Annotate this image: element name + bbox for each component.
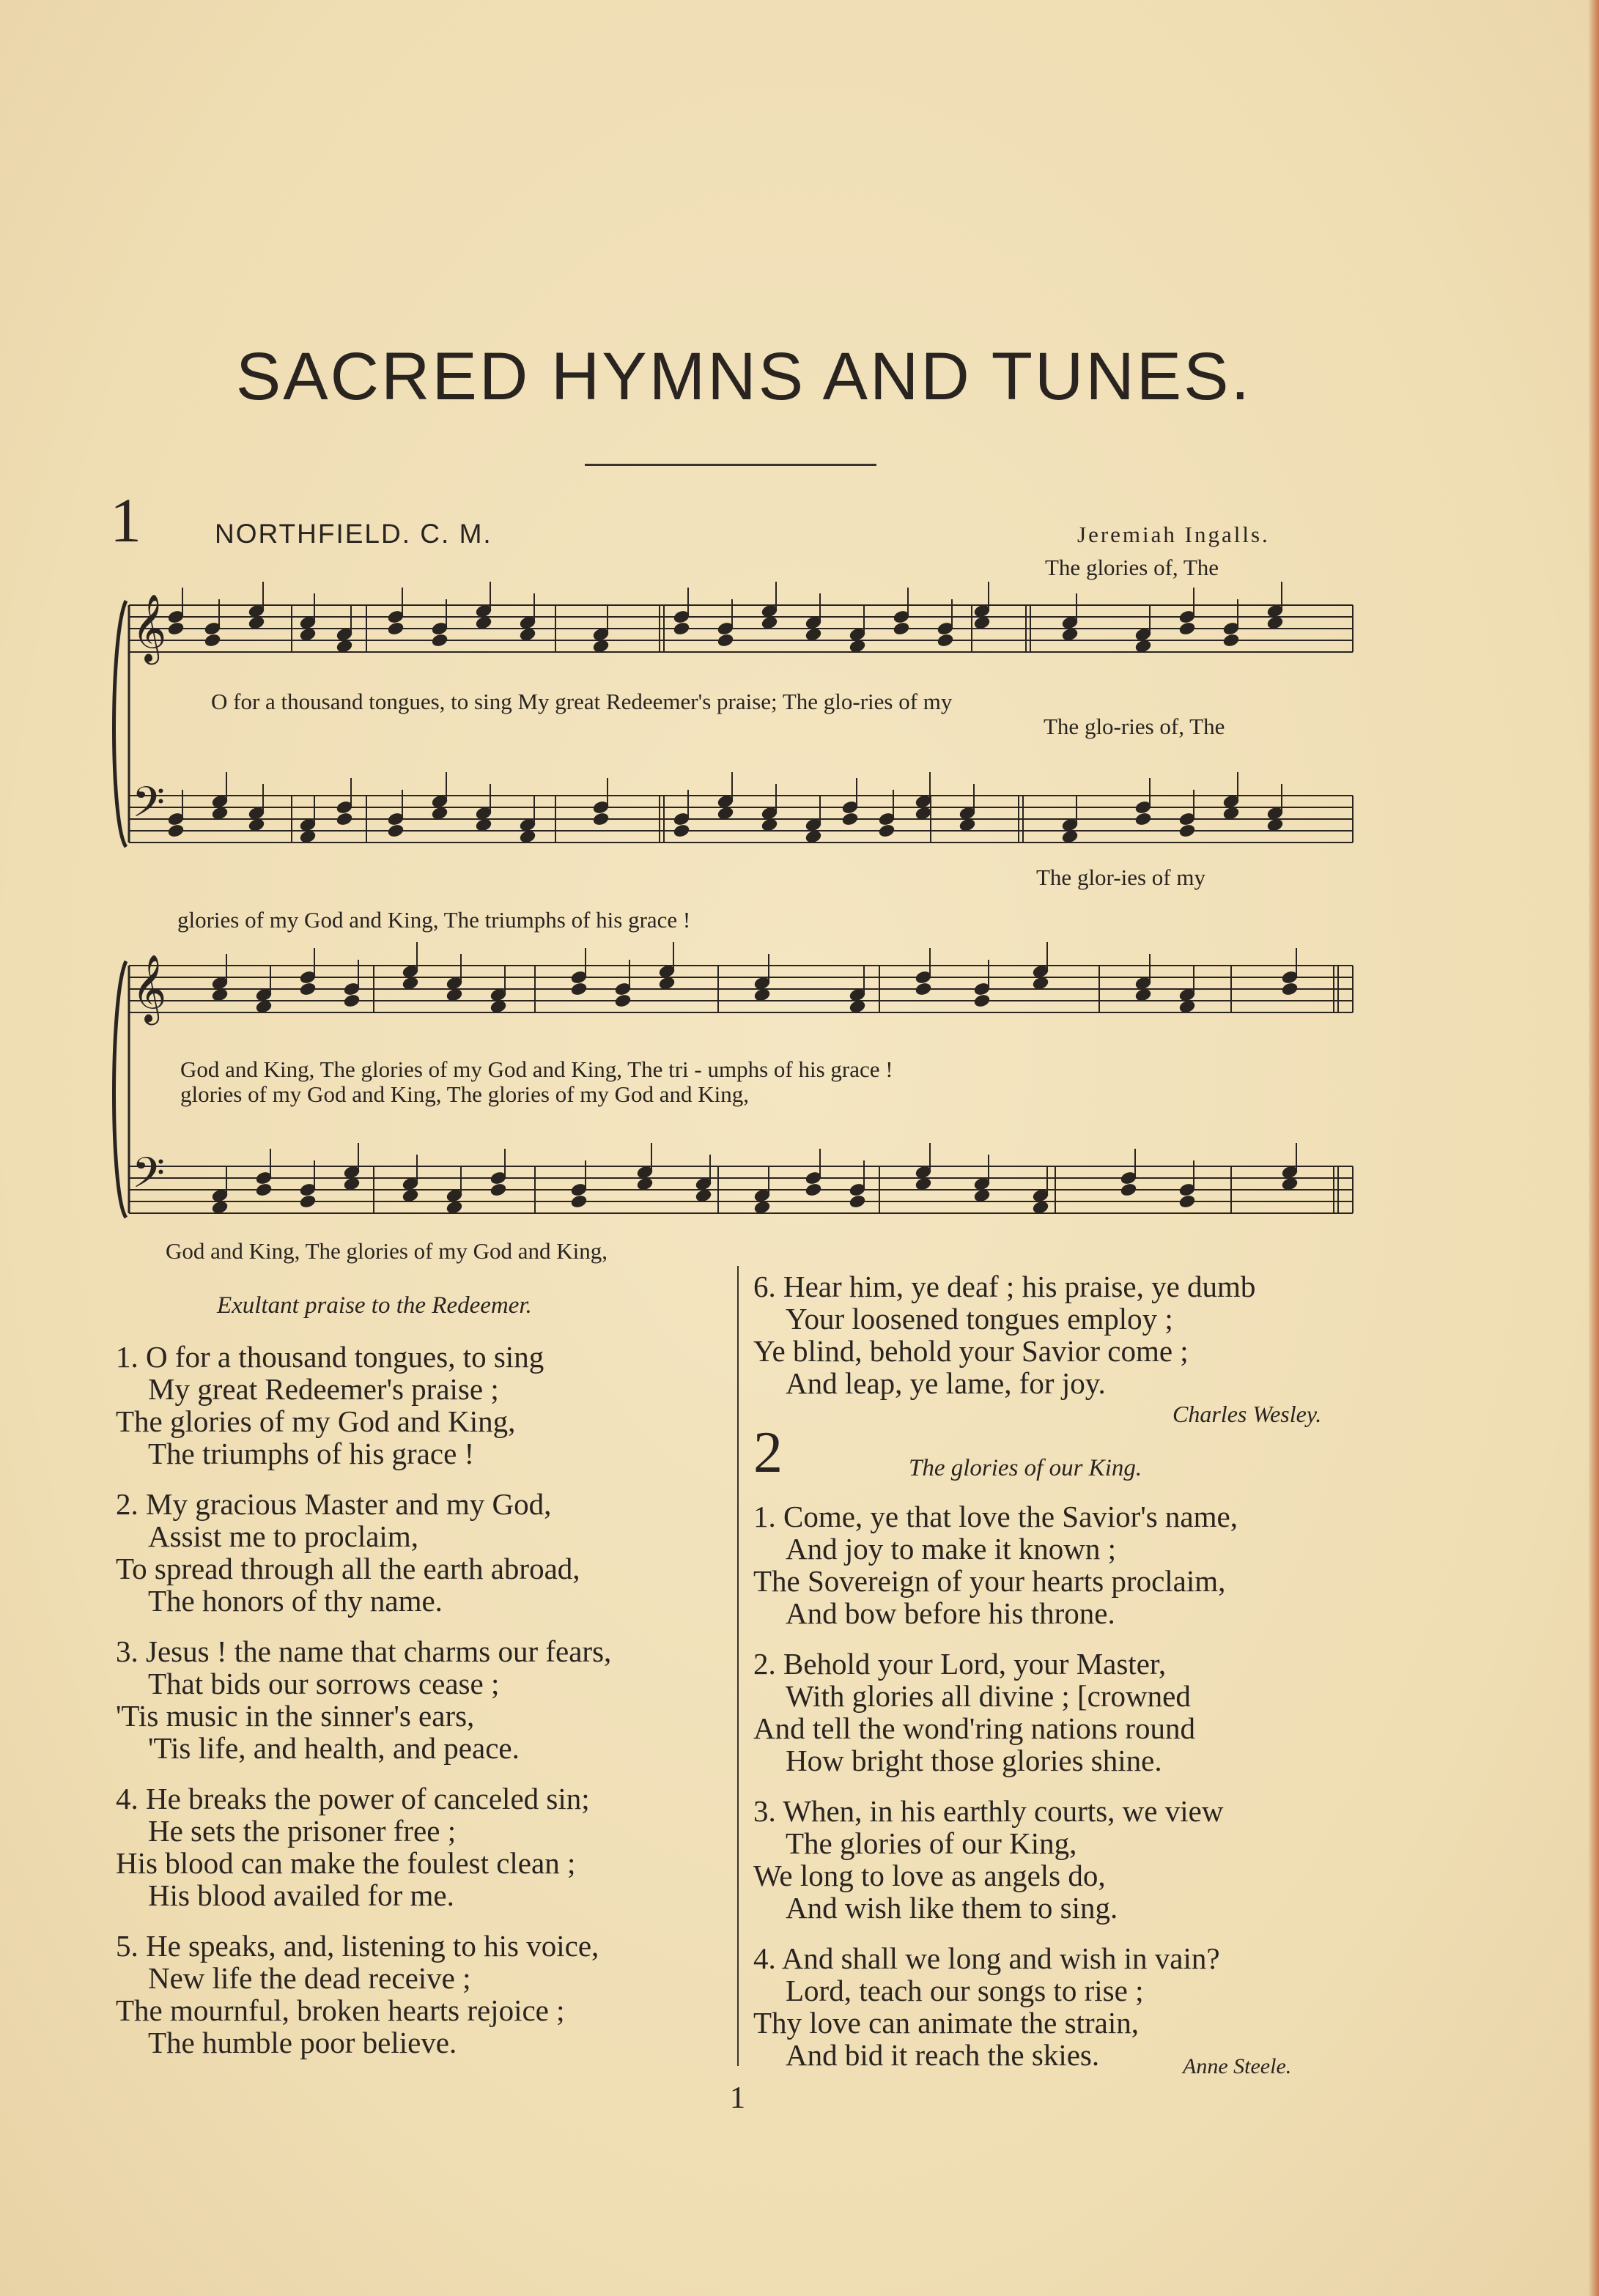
stanza xyxy=(753,1942,1238,2071)
stanza xyxy=(753,1648,1238,1777)
stanza xyxy=(116,1341,611,1470)
stanza-line: To spread through all the earth abroad, xyxy=(116,1552,580,1585)
page-title: SACRED HYMNS AND TUNES. xyxy=(235,339,1252,414)
hymn2-subtitle: The glories of our King. xyxy=(909,1455,1142,1481)
svg-text:𝄞: 𝄞 xyxy=(132,593,167,662)
system1-treble-lyric-2: The glo-ries of, The xyxy=(1044,714,1225,739)
stanza-line: The glories of my God and King, xyxy=(116,1404,516,1438)
stanza-line: That bids our sorrows cease ; xyxy=(148,1667,500,1700)
stanza-line: 4. He breaks the power of canceled sin; xyxy=(116,1782,590,1815)
stanza-line: And wish like them to sing. xyxy=(786,1891,1118,1925)
stanza-line: 4. And shall we long and wish in vain? xyxy=(753,1941,1220,1975)
system2-above-lyric: glories of my God and King, The triumphs of his grace ! xyxy=(177,907,691,933)
stanza-line: He sets the prisoner free ; xyxy=(148,1814,457,1848)
stanza-line: My great Redeemer's praise ; xyxy=(148,1372,499,1406)
hymn2-author: Anne Steele. xyxy=(1183,2054,1292,2078)
system2-treble-lyric: God and King, The glories of my God and King, The tri - umphs of his grace ! xyxy=(180,1056,893,1082)
stanza-line: 2. My gracious Master and my God, xyxy=(116,1487,552,1521)
stanza-line: The triumphs of his grace ! xyxy=(148,1437,475,1470)
stanza-line: We long to love as angels do, xyxy=(753,1859,1106,1892)
stanza-line: And bow before his throne. xyxy=(786,1596,1115,1630)
composer-name: Jeremiah Ingalls. xyxy=(1077,522,1270,547)
stanza xyxy=(753,1270,1255,1399)
system1-treble-lyric: O for a thousand tongues, to sing My great Redeemer's praise; The glo-ries of my xyxy=(211,689,953,714)
svg-text:𝄞: 𝄞 xyxy=(132,954,167,1022)
stanza-line: The glories of our King, xyxy=(786,1826,1077,1860)
hymn-number-1: 1 xyxy=(110,485,141,555)
stanza-line: The mournful, broken hearts rejoice ; xyxy=(116,1993,565,2027)
stanza-line: 1. O for a thousand tongues, to sing xyxy=(116,1340,544,1374)
stanza xyxy=(116,1635,611,1764)
stanza xyxy=(116,1930,611,2059)
hymn1-subtitle: Exultant praise to the Redeemer. xyxy=(217,1292,532,1319)
hymn-number-2: 2 xyxy=(753,1421,783,1485)
stanza-line: With glories all divine ; [crowned xyxy=(786,1679,1191,1713)
hymn1-stanza-6 xyxy=(753,1270,1255,1418)
stanza xyxy=(753,1500,1238,1629)
stanza-line: Thy love can animate the strain, xyxy=(753,2006,1139,2040)
stanza-line: 'Tis life, and health, and peace. xyxy=(148,1731,520,1765)
column-divider xyxy=(737,1266,739,2066)
system1-bass-lyric: The glor-ies of my xyxy=(1036,864,1205,890)
stanza-line: His blood availed for me. xyxy=(148,1878,454,1912)
stanza xyxy=(753,1795,1238,1924)
stanza-line: Lord, teach our songs to rise ; xyxy=(786,1974,1144,2007)
stanza-line: The Sovereign of your hearts proclaim, xyxy=(753,1564,1226,1598)
stanza-line: How bright those glories shine. xyxy=(786,1744,1162,1777)
stanza-line: His blood can make the foulest clean ; xyxy=(116,1846,576,1880)
stanza-line: And tell the wond'ring nations round xyxy=(753,1711,1195,1745)
stanza-line: And joy to make it known ; xyxy=(786,1532,1116,1566)
stanza-line: 2. Behold your Lord, your Master, xyxy=(753,1647,1167,1681)
page-number: 1 xyxy=(730,2081,745,2115)
stanza-line: 5. He speaks, and, listening to his voice, xyxy=(116,1929,599,1963)
stanza xyxy=(116,1782,611,1911)
tune-name: NORTHFIELD. C. M. xyxy=(215,519,492,549)
hymn2-stanzas xyxy=(753,1500,1238,2089)
hymn1-author: Charles Wesley. xyxy=(1173,1401,1322,1427)
stanza-line: 3. When, in his earthly courts, we view xyxy=(753,1794,1224,1828)
stanza-line: 6. Hear him, ye deaf ; his praise, ye dumb xyxy=(753,1270,1256,1303)
stanza xyxy=(116,1488,611,1617)
system2-bass-lyric: God and King, The glories of my God and King, xyxy=(166,1238,608,1264)
stanza-line: New life the dead receive ; xyxy=(148,1961,471,1995)
stanza-line: Assist me to proclaim, xyxy=(148,1519,418,1553)
svg-text:𝄢: 𝄢 xyxy=(132,777,166,837)
stanza-line: The humble poor believe. xyxy=(148,2026,457,2059)
stanza-line: 'Tis music in the sinner's ears, xyxy=(116,1699,475,1733)
alto-lyric-above: The glories of, The xyxy=(1045,555,1219,580)
stanza-line: The honors of thy name. xyxy=(148,1584,443,1618)
stanza-line: Your loosened tongues employ ; xyxy=(786,1302,1173,1336)
system2-treble-lyric-2: glories of my God and King, The glories of my God and King, xyxy=(180,1081,750,1107)
svg-text:𝄢: 𝄢 xyxy=(132,1148,166,1208)
stanza-line: And leap, ye lame, for joy. xyxy=(786,1366,1106,1400)
stanza-line: And bid it reach the skies. xyxy=(786,2038,1100,2072)
hymn1-stanzas-left xyxy=(116,1341,611,2077)
stanza-line: 1. Come, ye that love the Savior's name, xyxy=(753,1500,1238,1533)
stanza-line: Ye blind, behold your Savior come ; xyxy=(753,1334,1189,1368)
stanza-line: 3. Jesus ! the name that charms our fears, xyxy=(116,1634,612,1668)
